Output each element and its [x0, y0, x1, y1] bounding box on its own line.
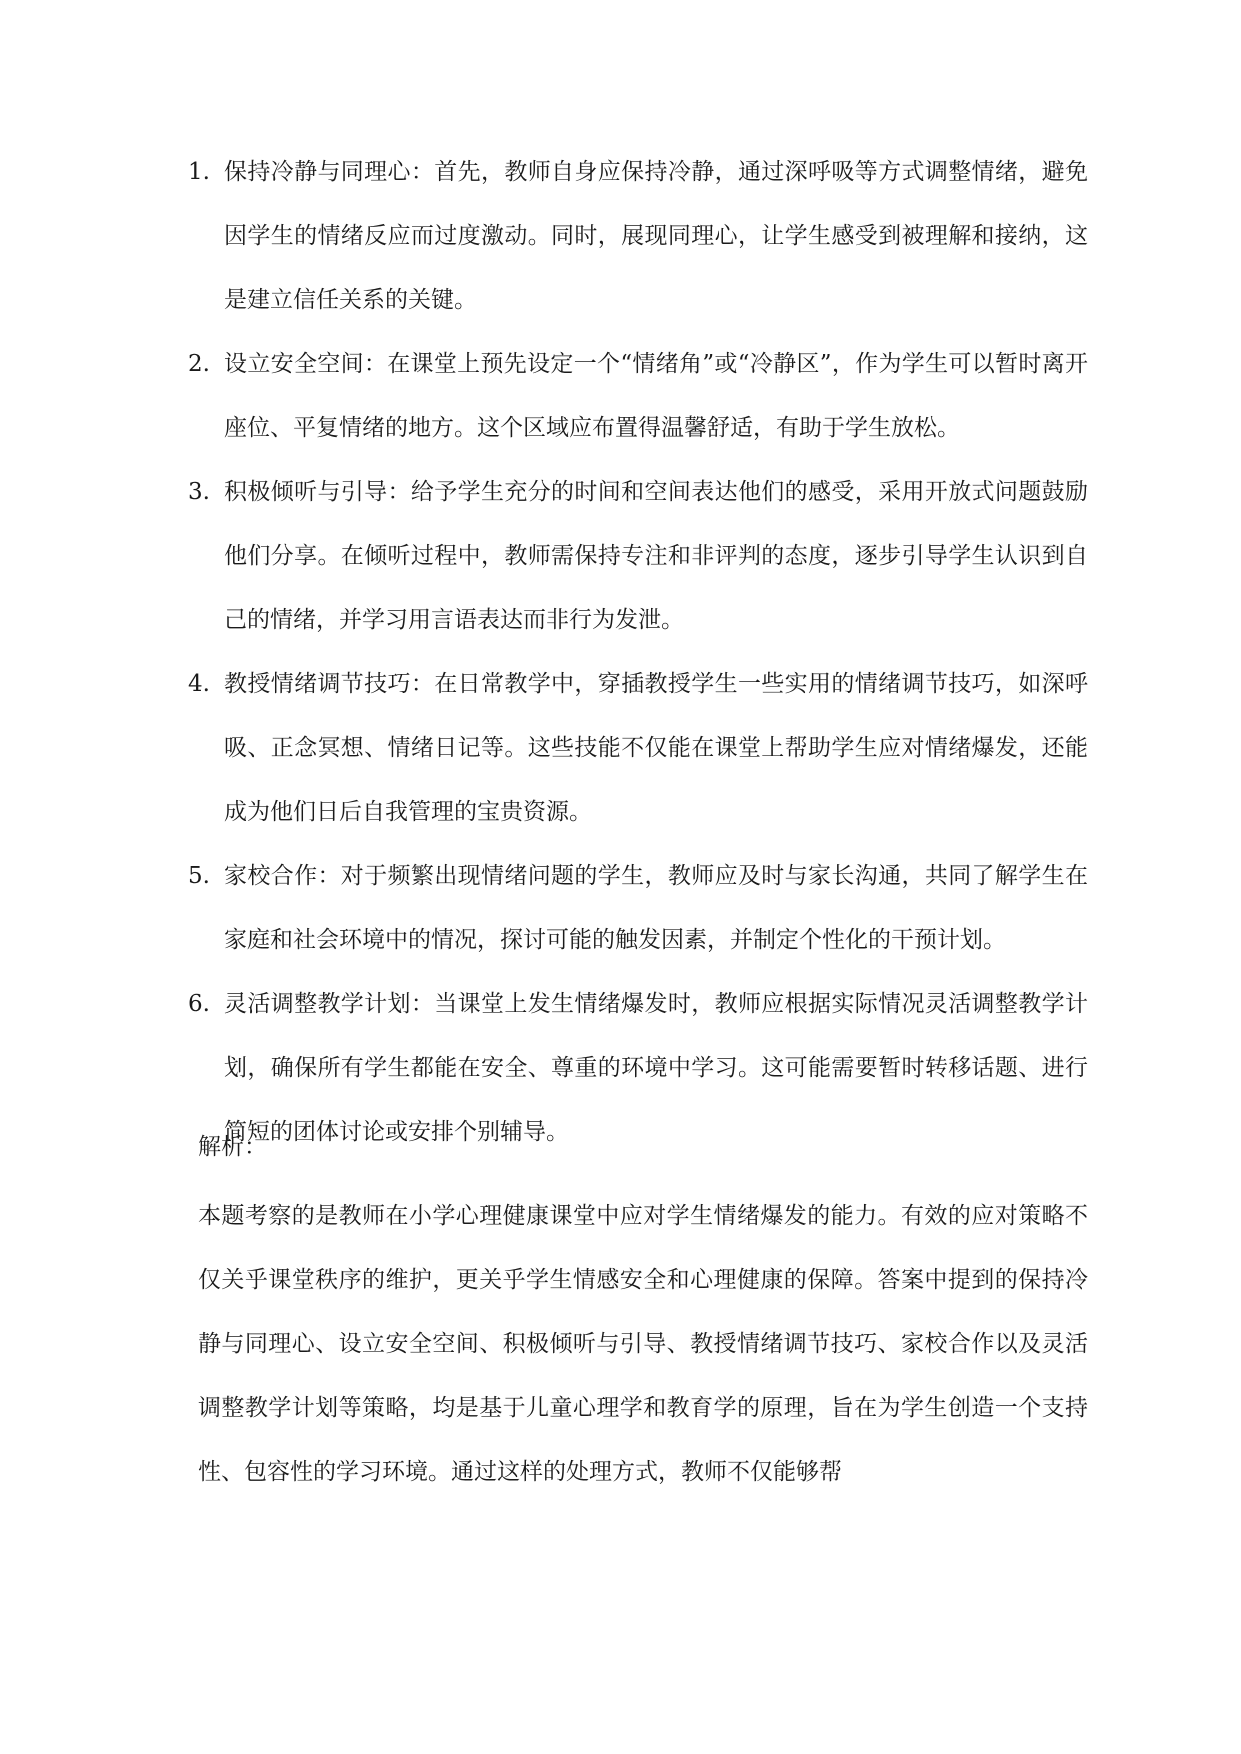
item-number: 2.	[188, 351, 210, 377]
list-item	[188, 460, 1088, 652]
item-text: 积极倾听与引导：给予学生充分的时间和空间表达他们的感受，采用开放式问题鼓励他们分享。在倾听过程中，教师需保持专注和非评判的态度，逐步引导学生认识到自己的情绪，并学习用言语表达而非行为发泄。	[224, 479, 1088, 633]
item-text: 保持冷静与同理心：首先，教师自身应保持冷静，通过深呼吸等方式调整情绪，避免因学生的情绪反应而过度激动。同时，展现同理心，让学生感受到被理解和接纳，这是建立信任关系的关键。	[224, 159, 1088, 313]
item-number: 4.	[188, 671, 210, 697]
item-number: 1.	[188, 159, 210, 185]
item-text: 灵活调整教学计划：当课堂上发生情绪爆发时，教师应根据实际情况灵活调整教学计划，确保所有学生都能在安全、尊重的环境中学习。这可能需要暂时转移话题、进行简短的团体讨论或安排个别辅导。	[224, 991, 1088, 1145]
analysis-heading: 解析：	[198, 1134, 267, 1160]
analysis-body: 本题考察的是教师在小学心理健康课堂中应对学生情绪爆发的能力。有效的应对策略不仅关乎课堂秩序的维护，更关乎学生情感安全和心理健康的保障。答案中提到的保持冷静与同理心、设立安全空间、积极倾听与引导、教授情绪调节技巧、家校合作以及灵活调整教学计划等策略，均是基于儿童心理学和教育学的原理，旨在为学生创造一个支持性、包容性的学习环境。通过这样的处理方式，教师不仅能够帮	[198, 1203, 1088, 1485]
list-item	[188, 972, 1088, 1164]
item-number: 6.	[188, 991, 210, 1017]
item-number: 3.	[188, 479, 210, 505]
list-item	[188, 652, 1088, 844]
item-text: 设立安全空间：在课堂上预先设定一个“情绪角”或“冷静区”，作为学生可以暂时离开座位、平复情绪的地方。这个区域应布置得温馨舒适，有助于学生放松。	[224, 351, 1088, 441]
list-item	[188, 140, 1088, 332]
item-text: 教授情绪调节技巧：在日常教学中，穿插教授学生一些实用的情绪调节技巧，如深呼吸、正念冥想、情绪日记等。这些技能不仅能在课堂上帮助学生应对情绪爆发，还能成为他们日后自我管理的宝贵资源。	[224, 671, 1088, 825]
list-item	[188, 844, 1088, 972]
strategy-list	[188, 140, 1088, 1164]
list-item	[188, 332, 1088, 460]
item-number: 5.	[188, 863, 210, 889]
item-text: 家校合作：对于频繁出现情绪问题的学生，教师应及时与家长沟通，共同了解学生在家庭和社会环境中的情况，探讨可能的触发因素，并制定个性化的干预计划。	[224, 863, 1088, 953]
